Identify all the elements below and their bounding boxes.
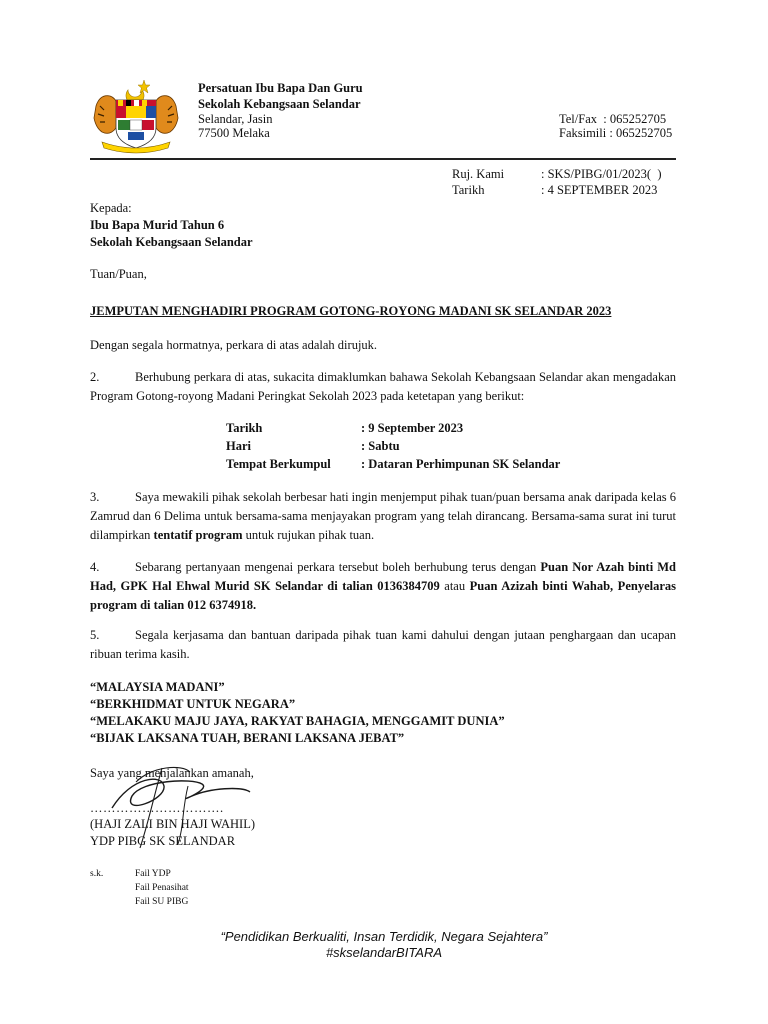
ruj-value: : SKS/PIBG/01/2023( )	[541, 167, 662, 181]
recipient-line2: Sekolah Kebangsaan Selandar	[90, 235, 253, 249]
detail-row-date	[226, 421, 464, 436]
header-divider	[90, 158, 676, 160]
school-name: Sekolah Kebangsaan Selandar	[198, 97, 361, 111]
paragraph-4-text-a: Sebarang pertanyaan mengenai perkara tersebut boleh berhubung terus dengan	[135, 560, 541, 574]
paragraph-2-number: 2.	[90, 370, 100, 384]
detail-value: : 9 September 2023	[361, 421, 464, 435]
org-name: Persatuan Ibu Bapa Dan Guru	[198, 81, 363, 95]
detail-value: : Dataran Perhimpunan SK Selandar	[361, 457, 561, 471]
address-line1: Selandar, Jasin	[198, 112, 273, 126]
detail-value: : Sabtu	[361, 439, 400, 453]
detail-label: Tempat Berkumpul	[226, 457, 331, 471]
footer-hashtag: #skselandarBITARA	[325, 945, 443, 960]
recipient-kepada: Kepada:	[90, 201, 132, 215]
salutation: Tuan/Puan,	[90, 267, 147, 281]
detail-row-day	[226, 439, 400, 454]
coat-of-arms-logo	[88, 76, 184, 156]
footer-motto: “Pendidikan Berkualiti, Insan Terdidik, Negara Sejahtera”	[220, 929, 548, 944]
paragraph-3	[90, 488, 676, 545]
date-label: Tarikh	[452, 183, 485, 197]
detail-row-place	[226, 457, 561, 472]
paragraph-5	[90, 626, 676, 664]
signatory-name: (HAJI ZALI BIN HAJI WAHIL)	[90, 817, 256, 831]
paragraph-3-number: 3.	[90, 490, 100, 504]
sk-label: s.k.	[90, 869, 104, 879]
opening-line: Dengan segala hormatnya, perkara di atas adalah dirujuk.	[90, 338, 378, 352]
paragraph-2-text: Berhubung perkara di atas, sukacita dimaklumkan bahawa Sekolah Kebangsaan Selandar akan mengadakan Program Gotong-royong Madani Peringkat Sekolah 2023 pada ketetapan yang berikut:	[90, 370, 676, 403]
paragraph-4-number: 4.	[90, 560, 100, 574]
signature-dots: ………………………….	[90, 801, 224, 815]
address-line2: 77500 Melaka	[198, 126, 270, 140]
paragraph-3-text-a: Saya mewakili pihak sekolah berbesar hati ingin menjemput pihak tuan/puan bersama anak daripada kelas 6 Zamrud dan 6 Delima untuk bersama-sama menjayakan program yang telah dirancang. Bersama-sama surat ini turut dilampirkan	[90, 490, 676, 542]
paragraph-2	[90, 368, 676, 406]
recipient-line1: Ibu Bapa Murid Tahun 6	[90, 218, 225, 232]
sk-item-2: Fail Penasihat	[135, 883, 189, 893]
subject-line: JEMPUTAN MENGHADIRI PROGRAM GOTONG-ROYONG MADANI SK SELANDAR 2023	[90, 304, 612, 318]
tel-fax: Tel/Fax : 065252705	[559, 112, 667, 126]
paragraph-5-text: Segala kerjasama dan bantuan daripada pihak tuan kami dahului dengan jutaan penghargaan dan ucapan ribuan terima kasih.	[90, 628, 676, 661]
sk-item-3: Fail SU PIBG	[135, 897, 189, 907]
ruj-label: Ruj. Kami	[452, 167, 505, 181]
detail-label: Hari	[226, 439, 251, 453]
paragraph-3-bold: tentatif program	[153, 528, 243, 542]
faksimili: Faksimili : 065252705	[559, 126, 673, 140]
paragraph-5-number: 5.	[90, 628, 100, 642]
date-value: : 4 SEPTEMBER 2023	[541, 183, 658, 197]
detail-label: Tarikh	[226, 421, 263, 435]
signatory-title: YDP PIBG SK SELANDAR	[90, 834, 236, 848]
slogan-2: “BERKHIDMAT UNTUK NEGARA”	[90, 697, 296, 711]
paragraph-4-bold-1: Puan Nor Azah binti Md Had, GPK Hal Ehwal Murid SK Selandar di talian 0136384709	[90, 560, 677, 593]
closing-line: Saya yang menjalankan amanah,	[90, 766, 254, 780]
slogan-3: “MELAKAKU MAJU JAYA, RAKYAT BAHAGIA, MENGGAMIT DUNIA”	[90, 714, 505, 728]
sk-item-1: Fail YDP	[135, 869, 171, 879]
slogan-4: “BIJAK LAKSANA TUAH, BERANI LAKSANA JEBAT”	[90, 731, 405, 745]
paragraph-4-bold-2: Puan Azizah binti Wahab, Penyelaras program di talian 012 6374918.	[90, 579, 677, 612]
paragraph-4	[90, 558, 676, 615]
paragraph-3-text-b: untuk rujukan pihak tuan.	[242, 528, 375, 542]
slogan-1: “MALAYSIA MADANI”	[90, 680, 225, 694]
paragraph-4-text-b: atau	[439, 579, 470, 593]
